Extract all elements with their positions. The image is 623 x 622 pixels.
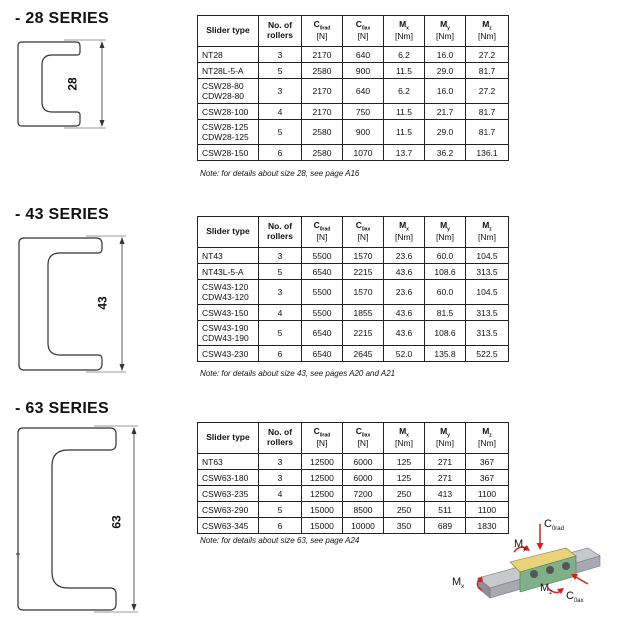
table-row: NT28 3 2170 640 6.2 16.0 27.2 — [198, 47, 509, 63]
header-rollers: No. of rollers — [259, 217, 302, 248]
table-row: CSW28-150 6 2580 1070 13.7 36.2 136.1 — [198, 145, 509, 161]
series-28-note: Note: for details about size 28, see page A16 — [200, 169, 360, 178]
table-row: NT28L-5-A 5 2580 900 11.5 29.0 81.7 — [198, 63, 509, 79]
header-c0rad: $C_{0rad}$ [N] — [302, 16, 343, 47]
table-row: NT43L-5-A 5 6540 2215 43.6 108.6 313.5 — [198, 264, 509, 280]
header-rollers: No. of rollers — [259, 16, 302, 47]
table-row: CSW43-120 CDW43-120 3 5500 1570 23.6 60.0 104.5 — [198, 280, 509, 305]
label-c0rad: $C_{0rad}$ — [544, 518, 564, 533]
series-28-title: - 28 SERIES — [15, 10, 110, 27]
label-mx: $M_x$ — [452, 576, 465, 591]
table-header-row — [198, 423, 509, 454]
series-63-title: - 63 SERIES — [15, 400, 110, 417]
profile-43-dimension: 43 — [95, 296, 110, 310]
header-mz: $M_z$ [Nm] — [466, 217, 509, 248]
header-slider-type: Slider type — [198, 423, 259, 454]
table-row: CSW63-180 3 12500 6000 125 271 367 — [198, 470, 509, 486]
series-43-note: Note: for details about size 43, see pages A20 and A21 — [200, 369, 396, 378]
table-row: NT63 3 12500 6000 125 271 367 — [198, 454, 509, 470]
header-slider-type: Slider type — [198, 217, 259, 248]
header-mx: $M_x$ [Nm] — [384, 217, 425, 248]
table-row: CSW28-80 CDW28-80 3 2170 640 6.2 16.0 27.2 — [198, 79, 509, 104]
table-row: CSW63-290 5 15000 8500 250 511 1100 — [198, 502, 509, 518]
header-mz: $M_z$ [Nm] — [466, 16, 509, 47]
table-row: CSW63-345 6 15000 10000 350 689 1830 — [198, 518, 509, 534]
header-c0rad: $C_{0rad}$ [N] — [302, 423, 343, 454]
table-row: CSW43-190 CDW43-190 5 6540 2215 43.6 108.6 313.5 — [198, 321, 509, 346]
table-row: CSW43-150 4 5500 1855 43.6 81.5 313.5 — [198, 305, 509, 321]
label-my: $M_y$ — [514, 538, 527, 553]
profile-28-dimension: 28 — [65, 77, 80, 91]
header-mx: $M_x$ [Nm] — [384, 423, 425, 454]
rail-slider-illustration — [448, 516, 618, 616]
series-28-table — [197, 15, 509, 161]
table-row: CSW28-100 4 2170 750 11.5 21.7 81.7 — [198, 104, 509, 120]
table-header-row — [198, 217, 509, 248]
profile-63-dimension: 63 — [109, 515, 124, 529]
header-c0rad: $C_{0rad}$ [N] — [302, 217, 343, 248]
header-my: $M_y$ [Nm] — [425, 423, 466, 454]
table-header-row — [198, 16, 509, 47]
header-slider-type: Slider type — [198, 16, 259, 47]
header-rollers: No. of rollers — [259, 423, 302, 454]
table-row: CSW43-230 6 6540 2645 52.0 135.8 522.5 — [198, 346, 509, 362]
series-43-table — [197, 216, 509, 362]
header-mz: $M_z$ [Nm] — [466, 423, 509, 454]
label-c0ax: $C_{0ax}$ — [566, 590, 584, 605]
table-row: CSW63-235 4 12500 7200 250 413 1100 — [198, 486, 509, 502]
profile-43-drawing — [16, 234, 134, 374]
header-my: $M_y$ [Nm] — [425, 16, 466, 47]
table-row: NT43 3 5500 1570 23.6 60.0 104.5 — [198, 248, 509, 264]
series-43-title: - 43 SERIES — [15, 206, 110, 223]
table-row: CSW28-125 CDW28-125 5 2580 900 11.5 29.0 81.7 — [198, 120, 509, 145]
load-direction-diagram — [448, 516, 618, 616]
series-63-note: Note: for details about size 63, see page A24 — [200, 536, 360, 545]
header-mx: $M_x$ [Nm] — [384, 16, 425, 47]
header-c0ax: $C_{0ax}$ [N] — [343, 423, 384, 454]
label-mz: $M_z$ — [540, 582, 553, 597]
header-my: $M_y$ [Nm] — [425, 217, 466, 248]
header-c0ax: $C_{0ax}$ [N] — [343, 217, 384, 248]
profile-63-drawing — [14, 424, 144, 616]
header-c0ax: $C_{0ax}$ [N] — [343, 16, 384, 47]
